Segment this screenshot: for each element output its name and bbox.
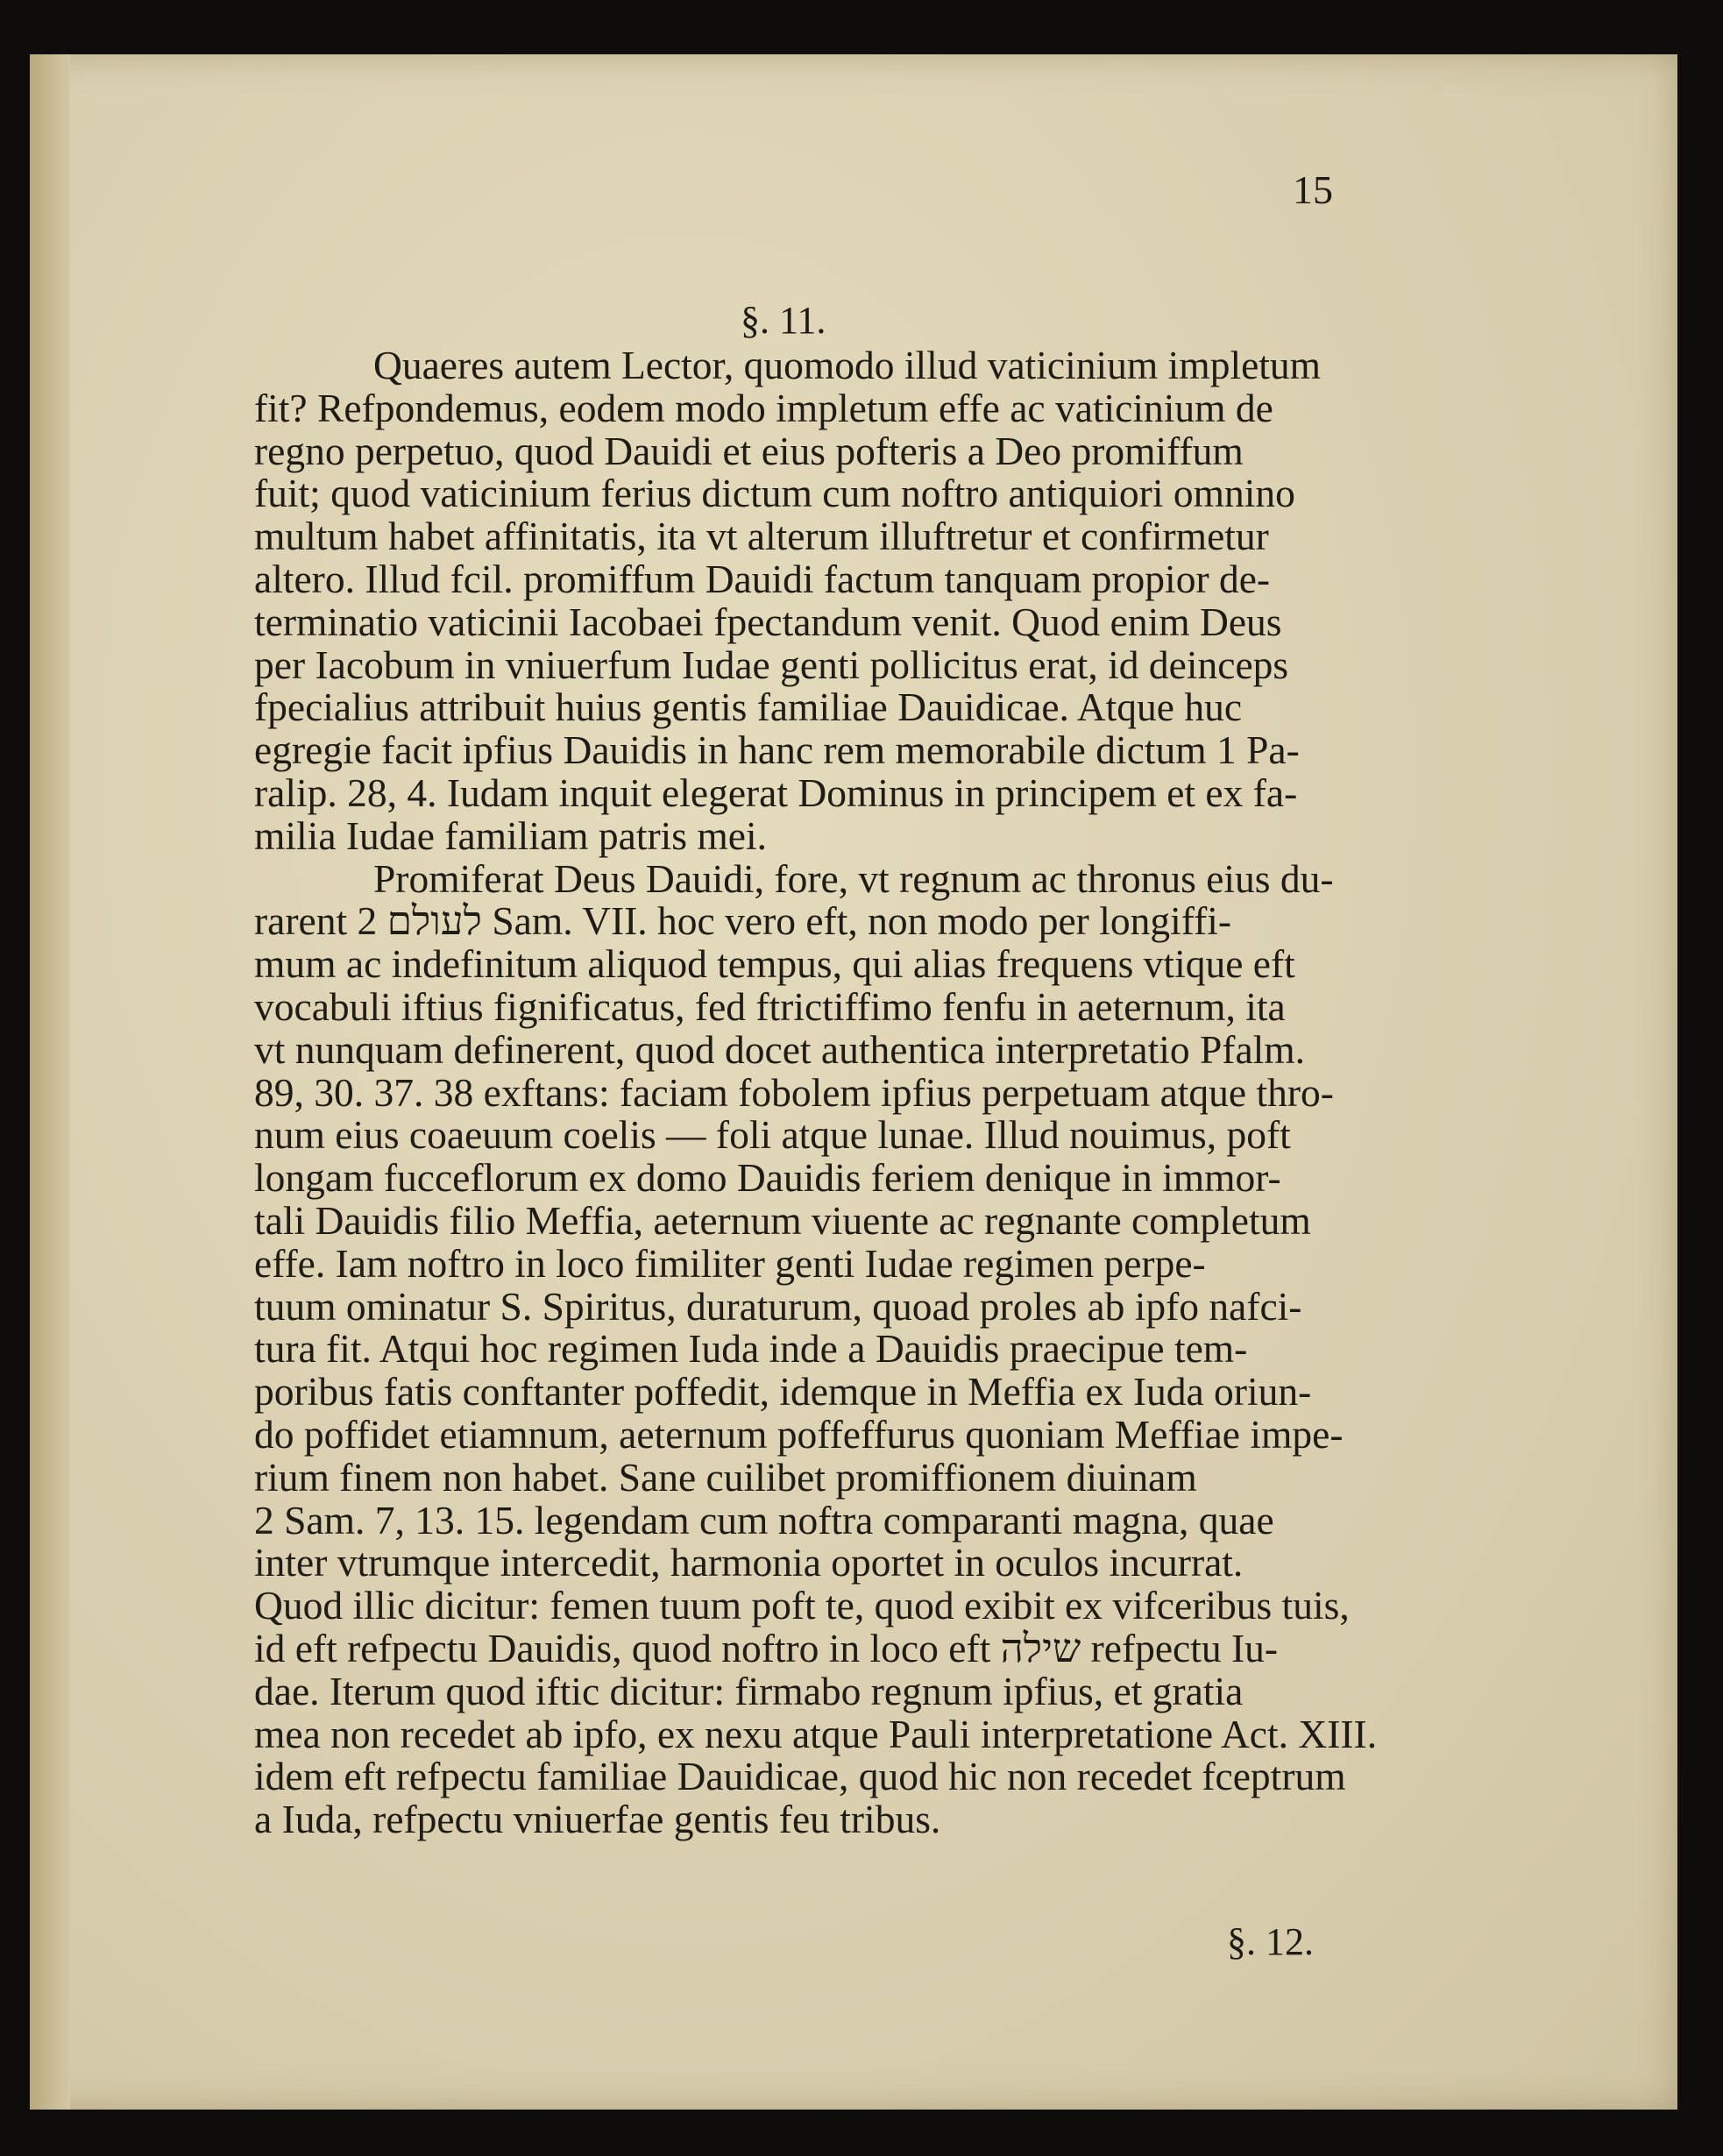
text-line: Promiferat Deus Dauidi, fore, vt regnum ac thronus eius du- — [373, 855, 1334, 901]
text-line: fpecialius attribuit huius gentis familiae Dauidicae. Atque huc — [254, 684, 1243, 730]
text-line: vt nunquam definerent, quod docet authentica interpretatio Pfalm. — [254, 1026, 1306, 1072]
text-line: 2 Sam. 7, 13. 15. legendam cum noftra comparanti magna, quae — [254, 1497, 1274, 1543]
text-line: fuit; quod vaticinium ferius dictum cum noftro antiquiori omnino — [254, 471, 1295, 516]
text-line: effe. Iam noftro in loco fimiliter genti Iudae regimen perpe- — [254, 1240, 1206, 1286]
text-line: dae. Iterum quod iftic dicitur: firmabo regnum ipfius, et gratia — [254, 1668, 1244, 1713]
text-line: tuum ominatur S. Spiritus, duraturum, quoad proles ab ipfo nafci- — [254, 1283, 1302, 1329]
text-line: Quod illic dicitur: femen tuum poft te, quod exibit ex vifceribus tuis, — [254, 1583, 1350, 1628]
page-number: 15 — [1293, 167, 1333, 212]
text-line: poribus fatis conftanter poffedit, idemque in Meffia ex Iuda oriun- — [254, 1369, 1312, 1415]
text-line: Quaeres autem Lector, quomodo illud vaticinium impletum — [373, 343, 1322, 387]
text-line: vocabuli iftius fignificatus, fed ftrictiffimo fenfu in aeternum, ita — [254, 983, 1286, 1029]
text-line: 89, 30. 37. 38 exftans: faciam fobolem ipfius perpetuam atque thro- — [254, 1069, 1334, 1115]
text-line: altero. Illud fcil. promiffum Dauidi factum tanquam propior de- — [254, 556, 1271, 601]
text-line: regno perpetuo, quod Dauidi et eius pofteris a Deo promiffum — [254, 428, 1244, 473]
text-line: milia Iudae familiam patris mei. — [254, 812, 767, 858]
text-line: mea non recedet ab ipfo, ex nexu atque Pauli interpretatione Act. XIII. — [254, 1711, 1378, 1756]
text-line: terminatio vaticinii Iacobaei fpectandum venit. Quod enim Deus — [254, 599, 1282, 644]
text-line: tali Dauidis filio Meffia, aeternum viuente ac regnante completum — [254, 1197, 1311, 1243]
text-line: rarent לעולם 2 Sam. VII. hoc vero eft, non modo per longiffi- — [254, 898, 1232, 944]
text-line: rium finem non habet. Sane cuilibet promiffionem diuinam — [254, 1454, 1197, 1500]
text-line: longam fucceflorum ex domo Dauidis feriem denique in immor- — [254, 1155, 1281, 1201]
text-line: num eius coaeuum coelis — foli atque lunae. Illud nouimus, poft — [254, 1112, 1291, 1158]
text-line: per Iacobum in vniuerfum Iudae genti pollicitus erat, id deinceps — [254, 642, 1289, 687]
catchword: §. 12. — [1227, 1920, 1314, 1963]
text-line: ralip. 28, 4. Iudam inquit elegerat Dominus in principem et ex fa- — [254, 769, 1298, 815]
text-line: egregie facit ipfius Dauidis in hanc rem memorabile dictum 1 Pa- — [254, 727, 1300, 773]
text-line: idem eft refpectu familiae Dauidicae, quod hic non recedet fceptrum — [254, 1754, 1346, 1799]
text-line: tura fit. Atqui hoc regimen Iuda inde a Dauidis praecipue tem- — [254, 1326, 1248, 1372]
text-line: inter vtrumque intercedit, harmonia oportet in oculos incurrat. — [254, 1540, 1244, 1585]
text-line: id eft refpectu Dauidis, quod noftro in loco eft שילה refpectu Iu- — [254, 1625, 1279, 1670]
text-line: mum ac indefinitum aliquod tempus, qui alias frequens vtique eft — [254, 941, 1295, 987]
text-line: do poffidet etiamnum, aeternum poffeffurus quoniam Meffiae impe- — [254, 1411, 1344, 1457]
section-heading: §. 11. — [741, 299, 826, 342]
body-text — [254, 343, 1378, 1842]
page-gutter — [30, 54, 70, 2110]
text-line: multum habet affinitatis, ita vt alterum illuftretur et confirmetur — [254, 514, 1269, 559]
text-line: fit? Refpondemus, eodem modo impletum effe ac vaticinium de — [254, 385, 1273, 430]
text-line: a Iuda, refpectu vniuerfae gentis feu tribus. — [254, 1797, 941, 1842]
